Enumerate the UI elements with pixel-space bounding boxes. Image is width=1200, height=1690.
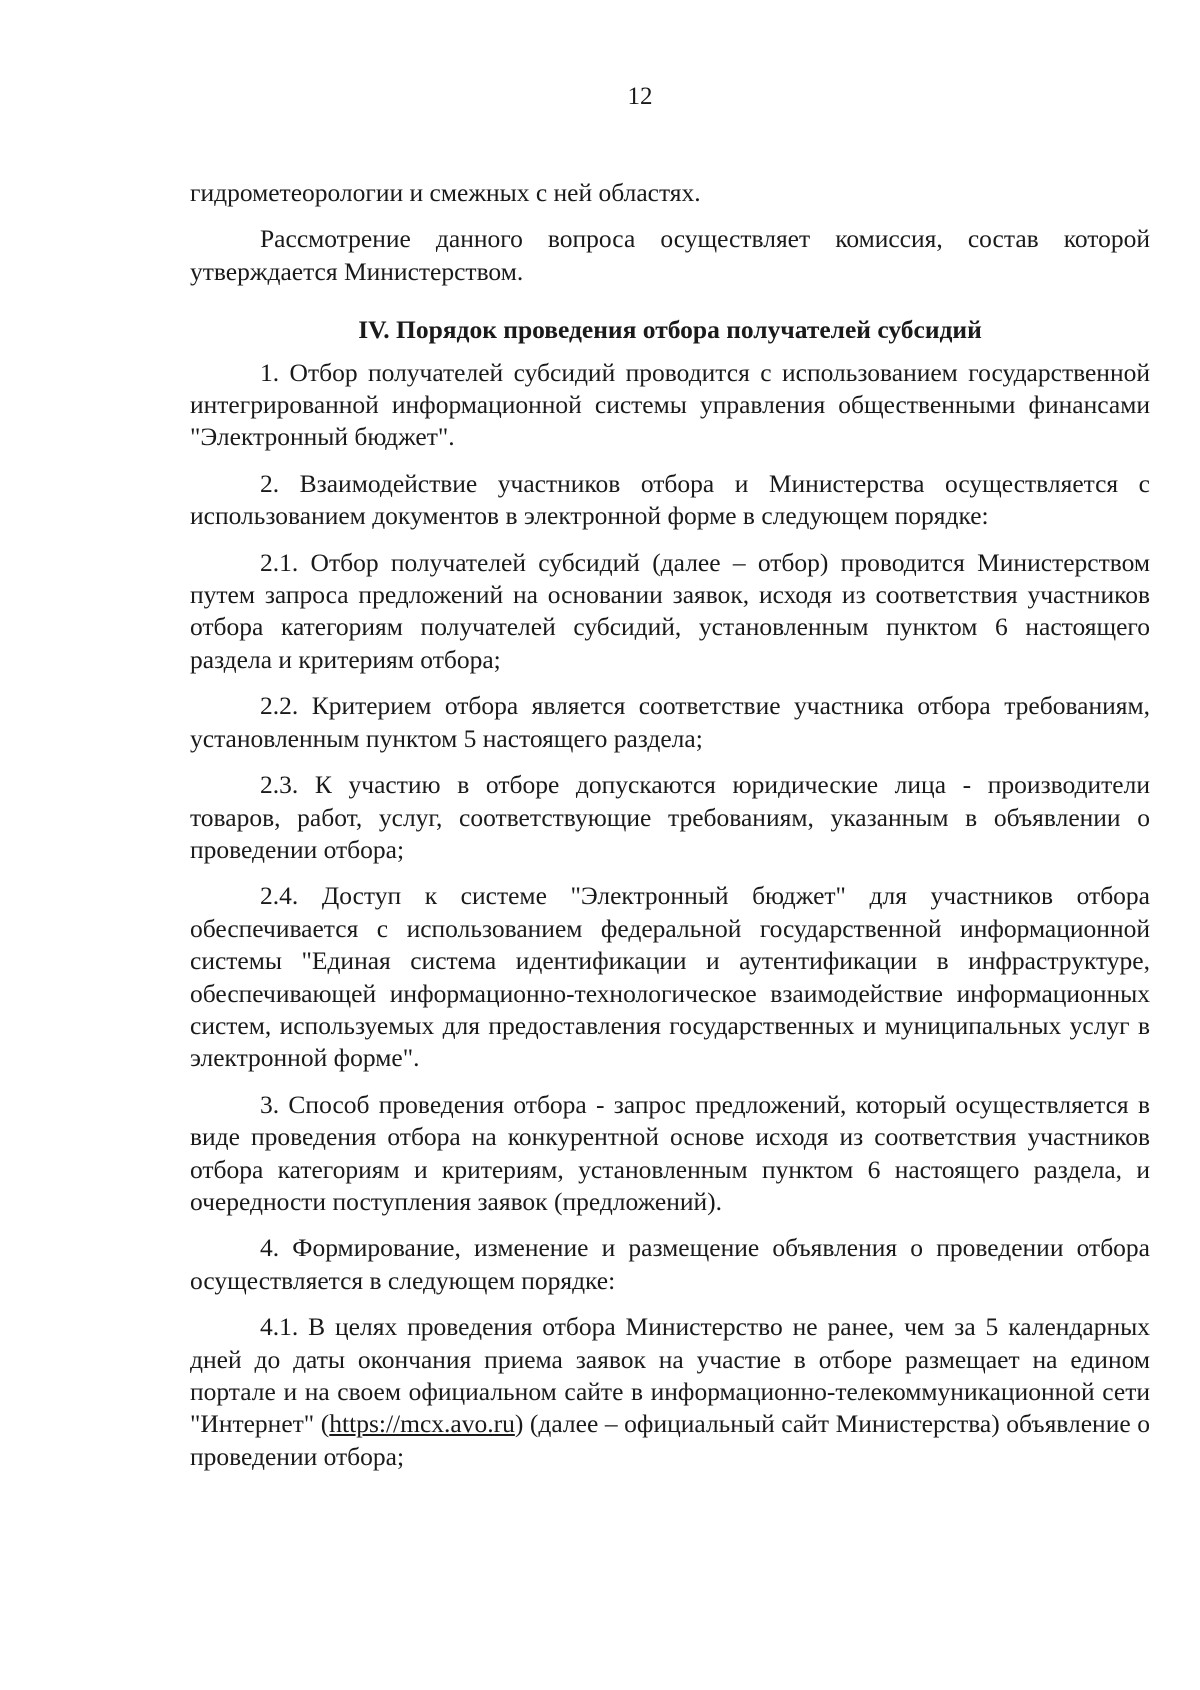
clause-4-1-text-start: 4.1. В целях проведения отбора Министерство не ранее, чем за 5 календарных дней до даты окончания приема заявок на участие в отборе размещает на едином портале и на своем официальном сайте в информационно-телекоммуникационной сети "Интернет" ( bbox=[190, 1312, 1150, 1439]
paragraph-continuation: гидрометеорологии и смежных с ней областях. bbox=[190, 178, 701, 207]
clause-2: 2. Взаимодействие участников отбора и Министерства осуществляется с использованием документов в электронной форме в следующем порядке: bbox=[190, 468, 1150, 531]
clause-1: 1. Отбор получателей субсидий проводится с использованием государственной интегрированной информационной системы управления общественными финансами "Электронный бюджет". bbox=[190, 357, 1150, 452]
clause-2-4: 2.4. Доступ к системе "Электронный бюджет" для участников отбора обеспечивается с использованием федеральной государственной информационной системы "Единая система идентификации и аутентификации в инфраструктуре, обеспечивающей информационно-технологическое взаимодействие информационных систем, используемых для предоставления государственных и муниципальных услуг в электронной форме". bbox=[190, 881, 1150, 1073]
clause-3: 3. Способ проведения отбора - запрос предложений, который осуществляется в виде проведения отбора на конкурентной основе исходя из соответствия участников отбора категориям и критериям, установленным пунктом 6 настоящего раздела, и очередности поступления заявок (предложений). bbox=[190, 1089, 1150, 1216]
paragraph-commission: Рассмотрение данного вопроса осуществляет комиссия, состав которой утверждается Министерством. bbox=[190, 224, 1150, 286]
document-body bbox=[190, 177, 1150, 1473]
clause-4-1-text-end: ) (далее – официальный сайт Министерства) объявление о проведении отбора; bbox=[190, 1409, 1150, 1471]
clause-4: 4. Формирование, изменение и размещение объявления о проведении отбора осуществляется в следующем порядке: bbox=[190, 1233, 1150, 1295]
clause-2-3: 2.3. К участию в отборе допускаются юридические лица - производители товаров, работ, услуг, соответствующие требованиям, указанным в объявлении о проведении отбора; bbox=[190, 770, 1150, 864]
section-heading: IV. Порядок проведения отбора получателей субсидий bbox=[358, 315, 982, 345]
ministry-website-link[interactable]: https://mcx.avo.ru bbox=[329, 1409, 515, 1439]
clause-2-1: 2.1. Отбор получателей субсидий (далее – отбор) проводится Министерством путем запроса предложений на основании заявок, исходя из соответствия участников отбора категориям получателей субсидий, установленным пунктом 6 настоящего раздела и критериям отбора; bbox=[190, 547, 1150, 674]
clause-2-2: 2.2. Критерием отбора является соответствие участника отбора требованиям, установленным пунктом 5 настоящего раздела; bbox=[190, 691, 1150, 753]
page-number: 12 bbox=[627, 83, 653, 110]
clause-4-1 bbox=[190, 1311, 1150, 1473]
